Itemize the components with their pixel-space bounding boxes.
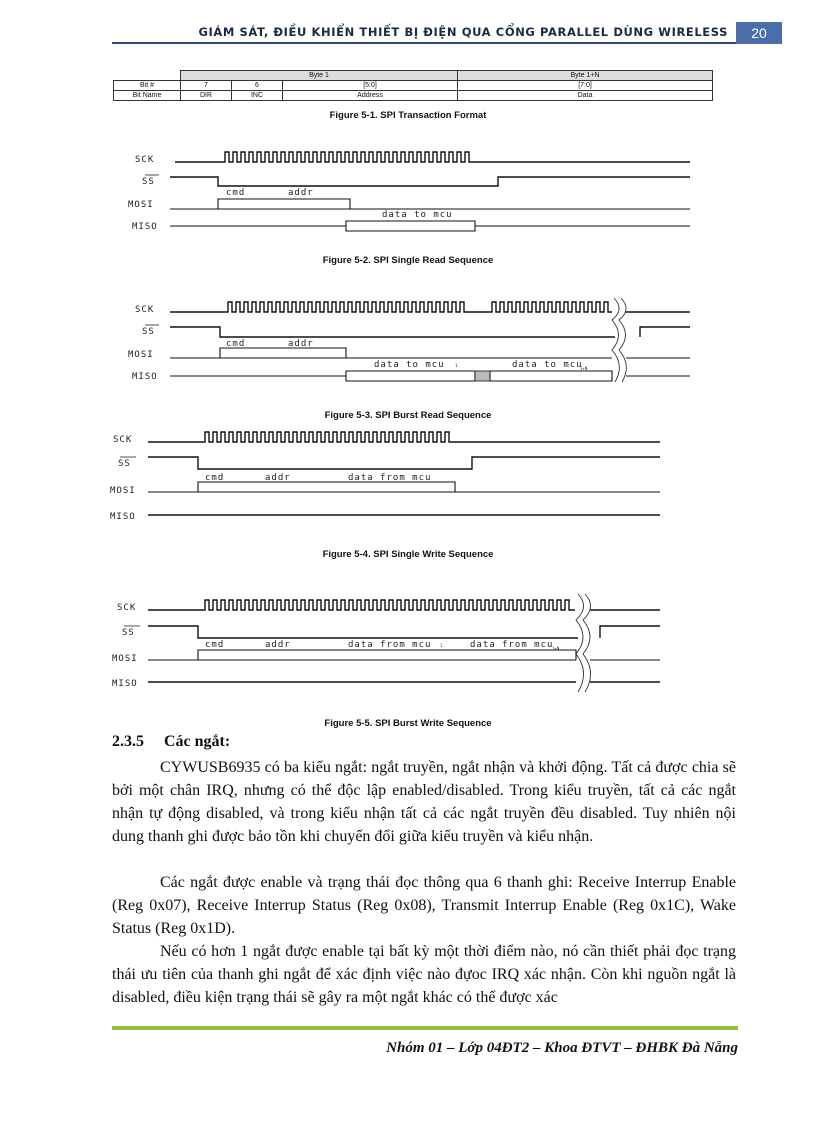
mosi-label: MOSI <box>112 654 138 664</box>
table-cell: DIR <box>181 91 232 101</box>
miso-waveform <box>170 371 690 381</box>
miso-label: MISO <box>132 222 158 232</box>
paragraph: CYWUSB6935 có ba kiểu ngắt: ngắt truyền, ngắt nhận và khởi động. Tất cả được chia sẽ bởi một chân IRQ, nhưng có thể độc lập enabled/disabled. Trong kiểu truyền, tất cả các ngắt nhận tự động disabled, và trong kiểu nhận tất cả các ngắt truyền đều disabled. Tuy nhiên nội dung thanh ghi được bảo tồn khi chuyển đổi giữa kiểu truyền và kiểu nhận. <box>112 759 736 845</box>
table-cell: Byte 1+N <box>458 71 713 81</box>
sck-label: SCK <box>113 435 133 445</box>
break-mark <box>612 298 626 382</box>
mosi-label: MOSI <box>128 200 154 210</box>
header-divider <box>112 42 736 44</box>
break-mark <box>576 594 591 692</box>
sck-waveform <box>170 302 480 312</box>
table-cell: 6 <box>232 81 283 91</box>
subscript-label: 1 <box>455 363 458 368</box>
hatched-gap <box>475 371 490 381</box>
table-cell: Byte 1 <box>181 71 458 81</box>
miso-waveform <box>170 221 690 231</box>
burst-read-timing-diagram <box>0 290 816 390</box>
cmd-label: cmd <box>205 473 225 483</box>
sck-label: SCK <box>135 155 155 165</box>
ss-label: SS <box>142 327 155 337</box>
data-to-mcu-label: data to mcu <box>374 360 445 370</box>
ss-label: SS <box>142 177 155 187</box>
ss-waveform <box>148 457 660 469</box>
single-write-timing-diagram <box>0 422 816 522</box>
miso-label: MISO <box>132 372 158 382</box>
footer-text: Nhóm 01 – Lớp 04ĐT2 – Khoa ĐTVT – ĐHBK Đà Nẵng <box>386 1040 738 1056</box>
addr-label: addr <box>288 188 314 198</box>
mosi-waveform <box>148 482 660 492</box>
addr-label: addr <box>265 473 291 483</box>
table-cell: Address <box>283 91 458 101</box>
data-to-mcu-n-label: data to mcu <box>512 360 583 370</box>
addr-label: addr <box>265 640 291 650</box>
sck-waveform <box>175 152 690 162</box>
subscript-label: 1+N <box>552 646 560 651</box>
table-row <box>114 81 713 91</box>
paragraph: Các ngắt được enable và trạng thái đọc thông qua 6 thanh ghi: Receive Interrup Enable (Reg 0x07), Receive Interrup Status (Reg 0x08), Transmit Interrup Enable (Reg 0x1C), Wake Status (Reg 0x1D). <box>112 874 736 937</box>
ss-waveform <box>170 327 690 337</box>
figure-caption: Figure 5-4. SPI Single Write Sequence <box>322 549 494 560</box>
figure-caption: Figure 5-3. SPI Burst Read Sequence <box>324 410 492 421</box>
addr-label: addr <box>288 339 314 349</box>
miso-label: MISO <box>112 679 138 689</box>
sck-waveform <box>148 600 575 610</box>
figure-caption: Figure 5-5. SPI Burst Write Sequence <box>324 718 492 729</box>
subscript-label: 1+N <box>580 366 588 371</box>
table-row <box>114 91 713 101</box>
mosi-label: MOSI <box>128 350 154 360</box>
data-to-mcu-label: data to mcu <box>382 210 453 220</box>
section-heading <box>112 733 230 751</box>
section-title: Các ngắt: <box>164 733 231 750</box>
mosi-waveform <box>170 199 690 209</box>
sck-label: SCK <box>135 305 155 315</box>
paragraph: Nếu có hơn 1 ngắt được enable tại bất kỳ một thời điểm nào, nó cần thiết phải đọc trạng thái ưu tiên của thanh ghi ngắt để xác định việc nào đựoc IRQ xác nhận. Còn khi nguồn ngắt là disabled, điều kiện trạng thái sẽ gây ra một ngắt khác có thể được xác <box>112 943 736 1006</box>
table-cell: Bit Name <box>114 91 181 101</box>
page-number: 20 <box>736 22 782 44</box>
table-cell: INC <box>232 91 283 101</box>
cmd-label: cmd <box>205 640 225 650</box>
sck-waveform <box>148 432 660 442</box>
cmd-label: cmd <box>226 339 246 349</box>
figure-caption: Figure 5-2. SPI Single Read Sequence <box>322 255 494 266</box>
mosi-label: MOSI <box>110 486 136 496</box>
data-from-mcu-label: data from mcu <box>348 473 432 483</box>
ss-label: SS <box>118 459 131 469</box>
miso-label: MISO <box>110 512 136 522</box>
table-cell: [5:0] <box>283 81 458 91</box>
subscript-label: 1 <box>440 643 443 648</box>
table-row <box>114 71 713 81</box>
single-read-timing-diagram <box>0 145 816 240</box>
table-cell: [7:0] <box>458 81 713 91</box>
table-cell: Data <box>458 91 713 101</box>
table-cell: Bit # <box>114 81 181 91</box>
sck-waveform <box>480 302 612 312</box>
sck-label: SCK <box>117 603 137 613</box>
ss-waveform <box>170 177 690 186</box>
header-title: GIÁM SÁT, ĐIỀU KHIỂN THIẾT BỊ ĐIỆN QUA CỔNG PARALLEL DÙNG WIRELESS <box>198 25 728 39</box>
section-number: 2.3.5 <box>112 733 144 750</box>
figure-caption: Figure 5-1. SPI Transaction Format <box>329 110 487 121</box>
ss-label: SS <box>122 628 135 638</box>
cmd-label: cmd <box>226 188 246 198</box>
table-cell: 7 <box>181 81 232 91</box>
data-from-mcu-label: data from mcu <box>348 640 432 650</box>
burst-write-timing-diagram <box>0 592 816 697</box>
footer-divider <box>112 1026 738 1030</box>
spi-format-table <box>113 70 713 101</box>
data-from-mcu-n-label: data from mcu <box>470 640 554 650</box>
